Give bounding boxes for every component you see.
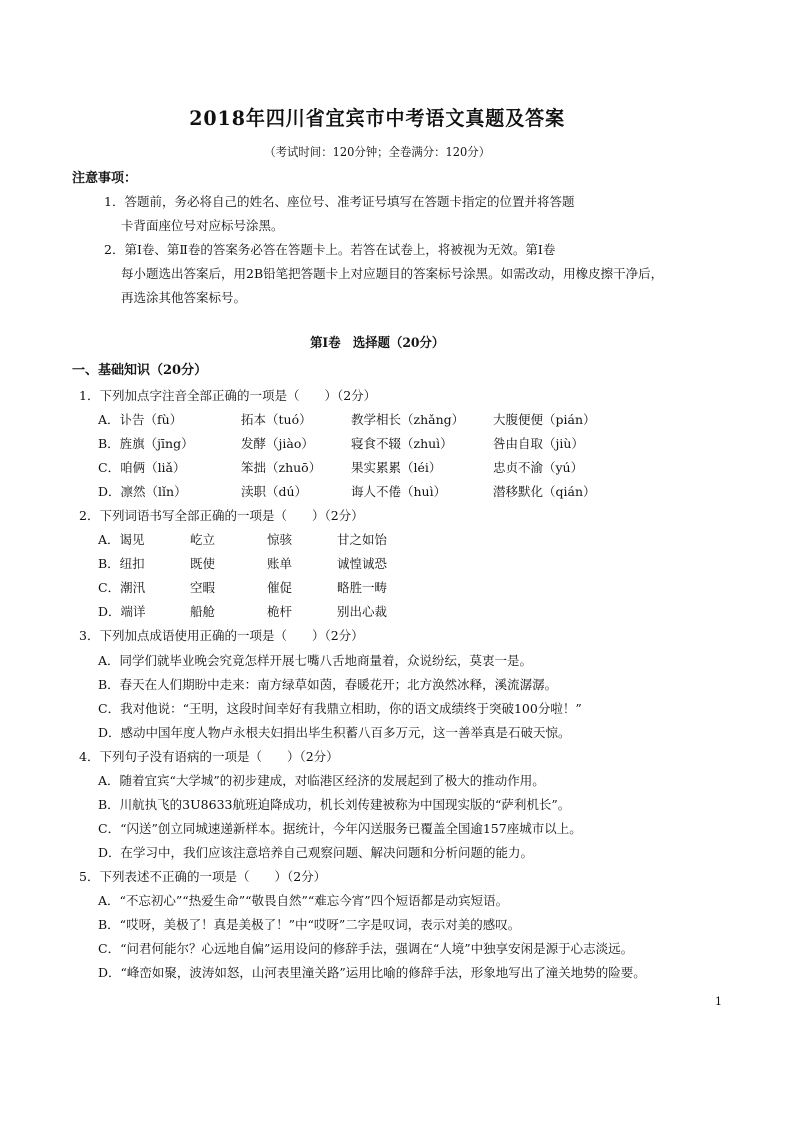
option-cell: 渎职（dú）: [241, 484, 308, 499]
question-stem: 2．下列词语书写全部正确的一项是（ ）（2分）: [79, 508, 364, 523]
option-cell: 发酵（jiào）: [241, 436, 314, 451]
option-line: B．“哎呀，美极了！真是美极了！”中“哎呀”二字是叹词，表示对美的感叹。: [98, 917, 521, 932]
option-cell: 潜移默化（qián）: [493, 484, 596, 499]
question-stem: 1．下列加点字注音全部正确的一项是（ ）（2分）: [79, 388, 377, 403]
question-stem: 4．下列句子没有语病的一项是（ ）（2分）: [79, 749, 339, 764]
option-cell: C．潮汛: [98, 580, 146, 595]
option-line: A．“不忘初心”“热爱生命”“敬畏自然”“难忘今宵”四个短语都是动宾短语。: [98, 893, 509, 908]
option-cell: 寝食不辍（zhuì）: [351, 436, 453, 451]
option-cell: 催促: [267, 580, 293, 595]
option-cell: 拓本（tuó）: [241, 412, 312, 427]
option-line: A．随着宜宾“大学城”的初步建成，对临港区经济的发展起到了极大的推动作用。: [98, 773, 545, 788]
option-cell: A．讣告（fù）: [98, 412, 183, 427]
option-cell: 教学相长（zhǎng）: [351, 412, 465, 427]
notice-heading: 注意事项：: [72, 171, 138, 186]
question-stem: 5．下列表述不正确的一项是（ ）（2分）: [79, 869, 327, 884]
exam-info: （考试时间：120分钟；全卷满分：120分）: [264, 145, 491, 159]
option-line: B．春天在人们期盼中走来：南方绿草如茵，春暖花开；北方涣然冰释，溪流潺潺。: [98, 677, 558, 692]
option-cell: D．凛然（lǐn）: [98, 484, 187, 499]
option-cell: 诲人不倦（huì）: [351, 484, 447, 499]
option-line: D．感动中国年度人物卢永根夫妇捐出毕生积蓄八百多万元，这一善举真是石破天惊。: [98, 725, 571, 740]
option-line: C．我对他说：“王明，这段时间幸好有我鼎立相助，你的语文成绩终于突破100分啦！”: [98, 701, 582, 716]
option-cell: 忠贞不渝（yú）: [493, 460, 584, 475]
notice-line: 卡背面座位号对应标号涂黑。: [121, 218, 284, 233]
section-title: 第Ⅰ卷 选择题（20分）: [310, 336, 445, 351]
option-cell: 果实累累（léi）: [351, 460, 442, 475]
option-cell: 惊骇: [267, 532, 293, 547]
option-cell: 咎由自取（jiù）: [493, 436, 584, 451]
option-cell: 空暇: [190, 580, 216, 595]
part-title: 一、基础知识（20分）: [72, 363, 208, 378]
option-cell: A．谒见: [98, 532, 145, 547]
option-line: D．在学习中，我们应该注意培养自己观察问题、解决问题和分析问题的能力。: [98, 845, 534, 860]
option-cell: 账单: [267, 556, 293, 571]
option-cell: 既使: [190, 556, 216, 571]
option-cell: 甘之如饴: [337, 532, 388, 547]
option-cell: 桅杆: [267, 604, 293, 619]
notice-line: 2．第Ⅰ卷、第Ⅱ卷的答案务必答在答题卡上。若答在试卷上，将被视为无效。第Ⅰ卷: [104, 242, 556, 257]
question-stem: 3．下列加点成语使用正确的一项是（ ）（2分）: [79, 628, 364, 643]
option-line: B．川航执飞的3U8633航班迫降成功，机长刘传建被称为中国现实版的“萨利机长”。: [98, 797, 571, 812]
option-cell: D．端详: [98, 604, 146, 619]
page-title: 2018年四川省宜宾市中考语文真题及答案: [189, 106, 566, 130]
option-cell: 诚惶诚恐: [337, 556, 388, 571]
option-cell: B．旌旗（jīng）: [98, 436, 194, 451]
option-line: A．同学们就毕业晚会究竟怎样开展七嘴八舌地商量着，众说纷纭，莫衷一是。: [98, 653, 533, 668]
option-cell: B．纽扣: [98, 556, 145, 571]
notice-line: 1．答题前，务必将自己的姓名、座位号、准考证号填写在答题卡指定的位置并将答题: [104, 194, 575, 209]
page-number: 1: [715, 995, 722, 1008]
option-line: D．“峰峦如聚，波涛如怒，山河表里潼关路”运用比喻的修辞手法，形象地写出了潼关地势的险要。: [98, 965, 646, 980]
option-line: C．“问君何能尔？心远地自偏”运用设问的修辞手法，强调在“人境”中独享安闲是源于心志淡远。: [98, 941, 634, 956]
notice-line: 再选涂其他答案标号。: [121, 290, 247, 305]
option-cell: 船舱: [190, 604, 216, 619]
option-cell: 屹立: [190, 532, 216, 547]
option-cell: 别出心裁: [337, 604, 388, 619]
option-cell: 略胜一畴: [337, 580, 388, 595]
option-cell: C．咱俩（liǎ）: [98, 460, 186, 475]
option-cell: 笨拙（zhuō）: [241, 460, 322, 475]
option-line: C．“闪送”创立同城速递新样本。据统计，今年闪送服务已覆盖全国逾157座城市以上。: [98, 821, 582, 836]
notice-line: 每小题选出答案后，用2B铅笔把答题卡上对应题目的答案标号涂黑。如需改动，用橡皮擦干净后，: [121, 266, 664, 281]
option-cell: 大腹便便（pián）: [493, 412, 596, 427]
